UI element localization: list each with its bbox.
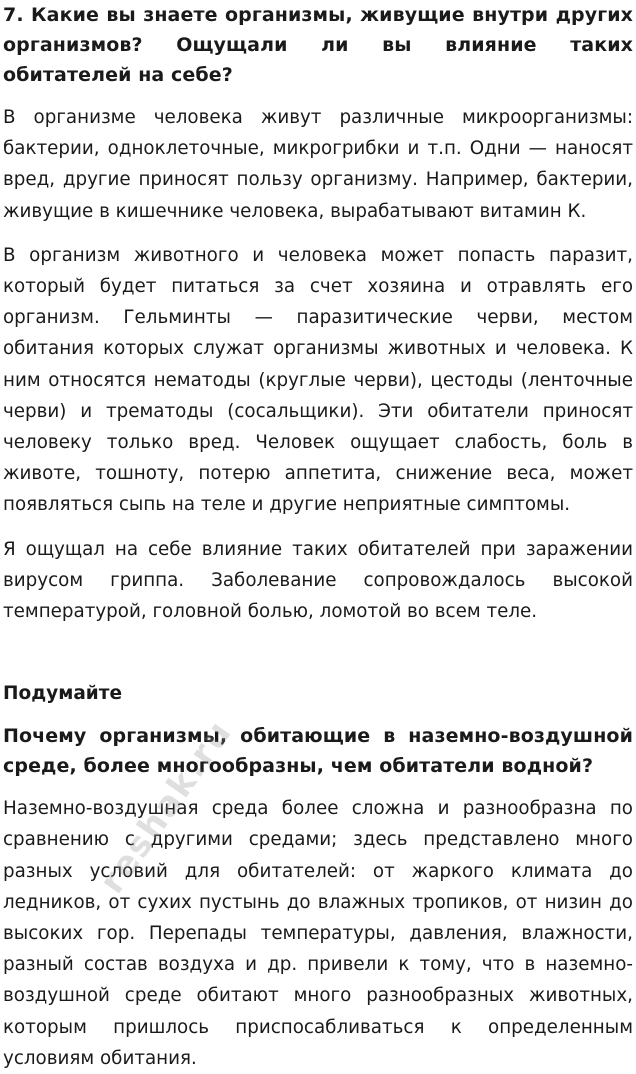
think-question-title: Почему организмы, обитающие в наземно-воздушной среде, более многообразны, чем обитатели водной?	[3, 725, 633, 778]
question-7-title: 7. Какие вы знаете организмы, живущие внутри других организмов? Ощущали ли вы влияние таких обитателей на себе?	[3, 4, 633, 86]
answer-paragraph-3: Я ощущал на себе влияние таких обитателей при заражении вирусом гриппа. Заболевание сопровождалось высокой температурой, головной болью, ломотой во всем теле.	[3, 538, 633, 623]
answer-paragraph-1: В организме человека живут различные микроорганизмы: бактерии, одноклеточные, микрогрибки и т.п. Одни — наносят вред, другие приносят пользу организму. Например, бактерии, живущие в кишечнике человека, вырабатывают витамин К.	[3, 107, 633, 222]
answer-paragraph-2: В организм животного и человека может попасть паразит, который будет питаться за счет хозяина и отравлять его организм. Гельминты — паразитические черви, местом обитания которых служат организмы животных и человека. К ним относятся нематоды (круглые черви), цестоды (ленточные черви) и трематоды (сосальщики). Эти обитатели приносят человеку только вред. Человек ощущает слабость, боль в животе, тошноту, потерю аппетита, снижение веса, может появляться сыпь на теле и другие неприятные симптомы.	[3, 244, 633, 516]
think-answer-paragraph: Наземно-воздушная среда более сложна и разнообразна по сравнению с другими средами; здесь представлено много разных условий для обитателей: от жаркого климата до ледников, от сухих пустынь до влажных тропиков, от низин до высоких гор. Перепады температуры, давления, влажности, разный состав воздуха и др. привели к тому, что в наземно-воздушной среде обитают много разнообразных животных, которым пришлось приспосабливаться к определенным условиям обитания.	[3, 798, 633, 1069]
watermark: reshak.ru	[92, 712, 241, 901]
think-heading: Подумайте	[3, 683, 123, 705]
